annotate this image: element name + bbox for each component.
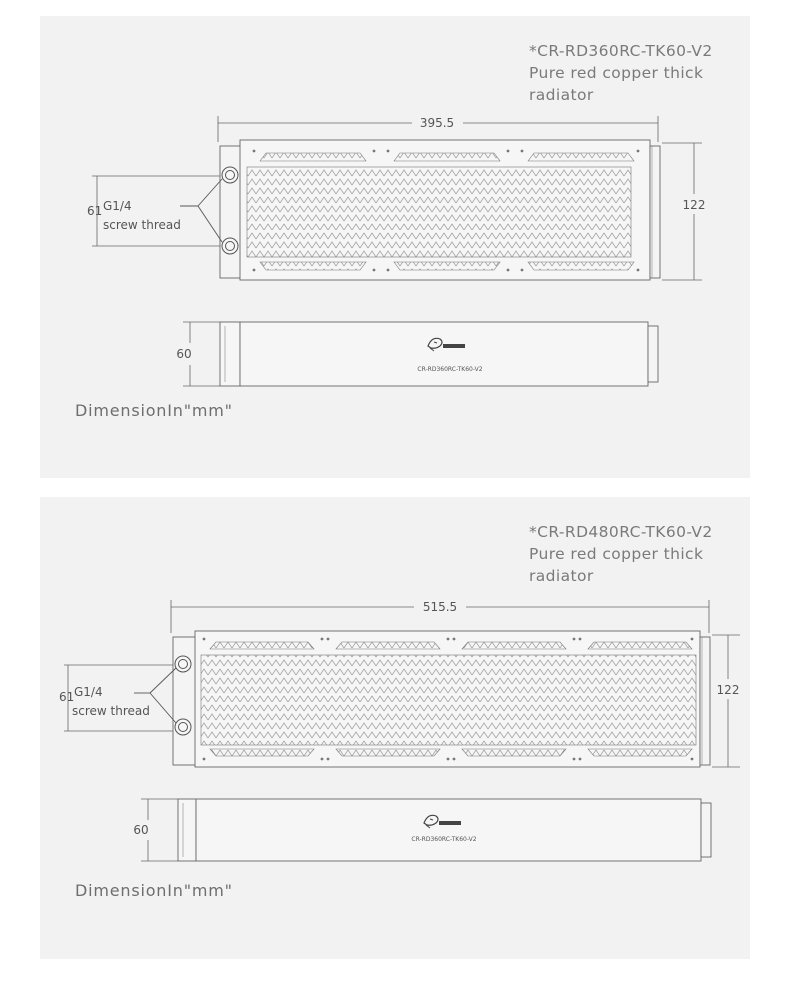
port-thread-label: G1/4 [74,685,103,699]
radiator-side-view [176,322,658,386]
height-dimension [662,143,705,280]
port-thread-label-2: screw thread [72,704,150,718]
product-subtitle-line-1: Pure red copper thick [529,545,704,563]
radiator-side-view [133,799,711,861]
port-spacing-dimension [87,176,222,246]
radiator-panel-360 [40,16,750,478]
length-dimension [171,600,709,633]
length-dimension [218,116,658,142]
product-title: *CR-RD360RC-TK60-V2 [529,42,713,60]
outlet-port-icon [175,719,191,735]
length-value: 395.5 [419,116,455,130]
port-spacing-value: 61 [59,690,75,704]
unit-note: DimensionIn"mm" [75,881,233,900]
radiator-front-view [220,140,660,280]
radiator-panel-480 [40,497,750,959]
unit-note: DimensionIn"mm" [75,401,233,420]
height-value: 122 [682,198,706,212]
product-title: *CR-RD480RC-TK60-V2 [529,523,713,541]
thickness-value: 60 [133,823,149,837]
height-dimension [712,635,740,767]
port-thread-label-2: screw thread [103,218,181,232]
inlet-port-icon [222,167,238,183]
inlet-port-icon [175,656,191,672]
port-spacing-dimension [59,665,176,731]
height-value: 122 [716,683,740,697]
port-thread-label: G1/4 [103,199,132,213]
length-value: 515.5 [422,600,458,614]
side-model-label: CR-RD360RC-TK60-V2 [417,366,483,373]
outlet-port-icon [222,238,238,254]
side-model-label: CR-RD360RC-TK60-V2 [411,836,477,843]
port-spacing-value: 61 [87,204,103,218]
radiator-front-view [173,631,710,767]
product-subtitle-line-2: radiator [529,567,594,585]
thickness-value: 60 [176,347,192,361]
product-subtitle-line-2: radiator [529,86,594,104]
product-subtitle-line-1: Pure red copper thick [529,64,704,82]
